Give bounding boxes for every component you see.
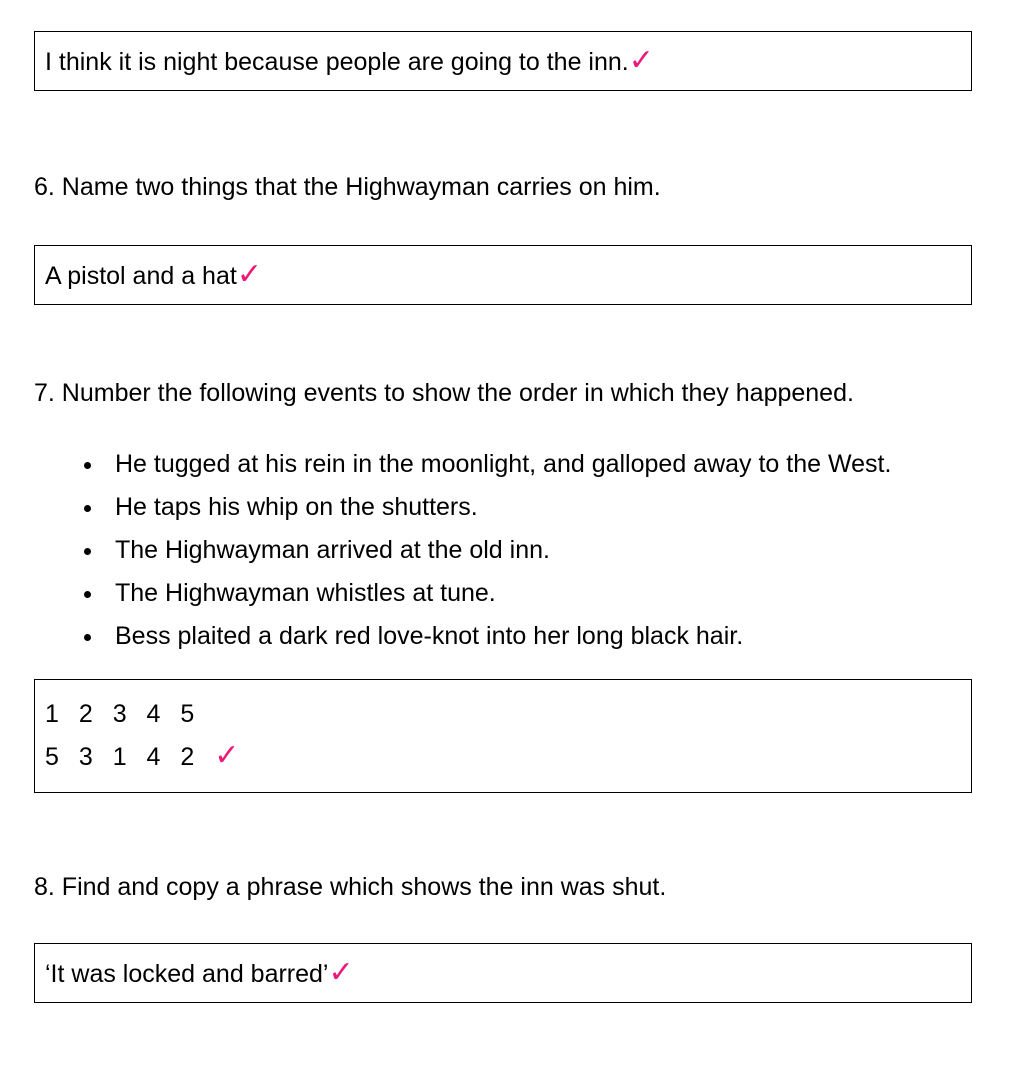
check-mark-icon: ✓	[236, 258, 262, 291]
bullet-item: • He taps his whip on the shutters.	[105, 488, 972, 526]
bullet-item: • Bess plaited a dark red love-knot into her long black hair.	[105, 617, 972, 655]
q8-answer-text: ‘It was locked and barred’	[45, 960, 329, 988]
answer-box-q6[interactable]	[34, 245, 972, 305]
check-mark-icon: ✓	[328, 956, 354, 989]
question-6-text: 6. Name two things that the Highwayman carries on him.	[34, 173, 661, 201]
check-mark-icon: ✓	[628, 44, 654, 77]
bullet-item: • The Highwayman arrived at the old inn.	[105, 531, 972, 569]
question-8-text: 8. Find and copy a phrase which shows the inn was shut.	[34, 873, 667, 901]
answer-box-previous[interactable]	[34, 31, 972, 91]
bullet-item: • He tugged at his rein in the moonlight, and galloped away to the West.	[105, 445, 972, 483]
previous-answer-text: I think it is night because people are going to the inn.	[45, 48, 629, 76]
question-7-text: 7. Number the following events to show the order in which they happened.	[34, 379, 854, 407]
q6-answer-text: A pistol and a hat	[45, 262, 237, 290]
question-7-event-list	[34, 445, 972, 655]
check-mark-icon: ✓	[214, 739, 240, 772]
bullet-item: • The Highwayman whistles at tune.	[105, 574, 972, 612]
q7-answer-row-1: 1 2 3 4 5	[45, 700, 195, 728]
q7-answer-row-2: 5 3 1 4 2 ✓	[45, 739, 240, 772]
answer-box-q8[interactable]	[34, 943, 972, 1003]
answer-box-q7[interactable]	[34, 679, 972, 793]
